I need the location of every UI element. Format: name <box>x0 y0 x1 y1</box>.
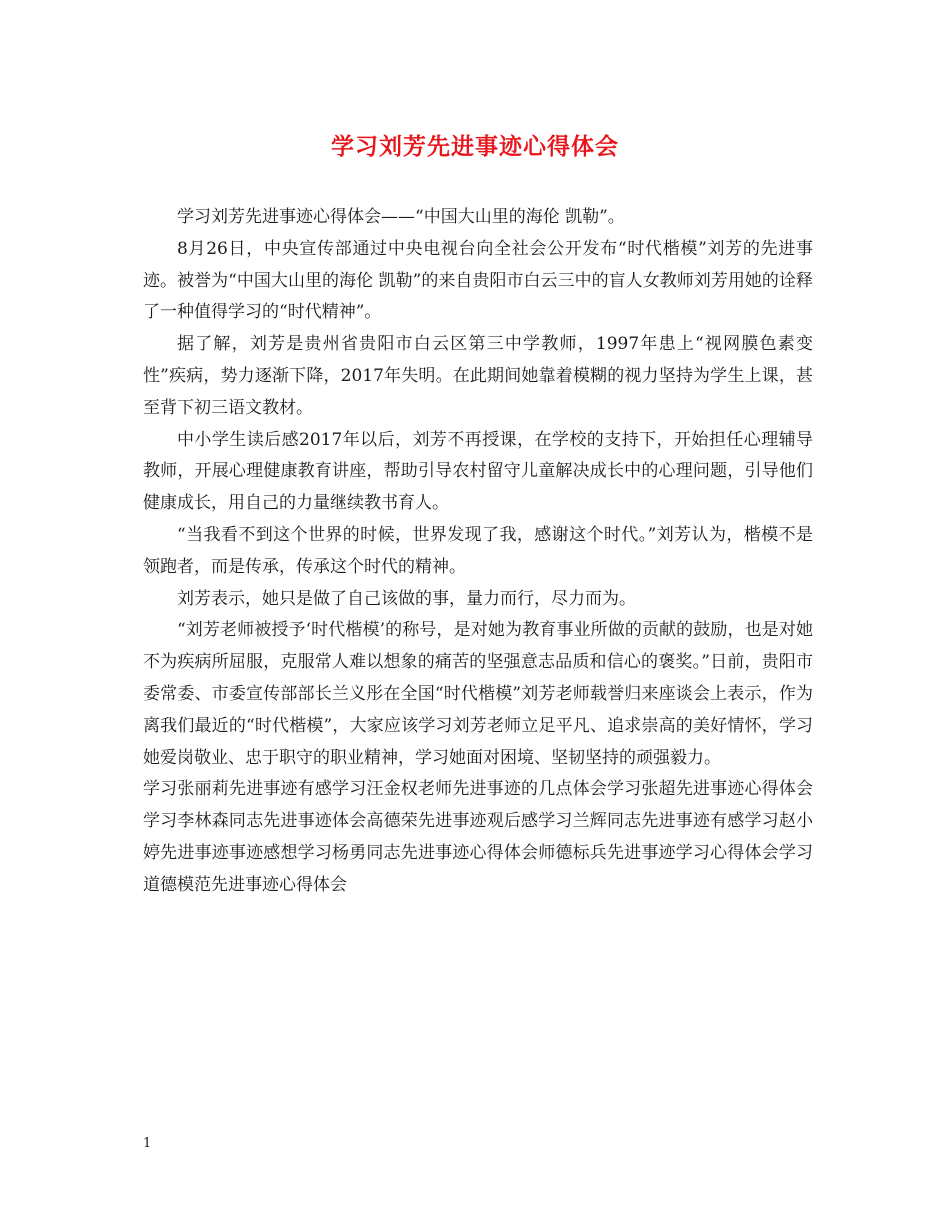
paragraph-quote: “当我看不到这个世界的时候，世界发现了我，感谢这个时代。”刘芳认为，楷模不是领跑者，而是传承，传承这个时代的精神。 <box>143 524 813 577</box>
paragraph-announcement: 8月26日，中央宣传部通过中央电视台向全社会公开发布“时代楷模”刘芳的先进事迹。被誉为“中国大山里的海伦 凯勒”的来自贵阳市白云三中的盲人女教师刘芳用她的诠释了一种值得学习的“时代精神”。 <box>143 238 813 323</box>
paragraph-honor: “刘芳老师被授予‘时代楷模’的称号，是对她为教育事业所做的贡献的鼓励，也是对她不为疾病所屈服，克服常人难以想象的痛苦的坚强意志品质和信心的褒奖。”日前，贵阳市委常委、市委宣传部部长兰义彤在全国“时代楷模”刘芳老师载誉归来座谈会上表示，作为离我们最近的“时代楷模”，大家应该学习刘芳老师立足平凡、追求崇高的美好情怀，学习她爱岗敬业、忠于职守的职业精神，学习她面对困境、坚韧坚持的顽强毅力。 <box>143 620 813 768</box>
document-body <box>143 202 813 902</box>
paragraph-intro: 学习刘芳先进事迹心得体会——“中国大山里的海伦 凯勒”。 <box>177 207 625 227</box>
related-articles: 学习张丽莉先进事迹有感学习汪金权老师先进事迹的几点体会学习张超先进事迹心得体会学习李林森同志先进事迹体会高德荣先进事迹观后感学习兰辉同志先进事迹有感学习赵小婷先进事迹事迹感想学习杨勇同志先进事迹心得体会师德标兵先进事迹学习心得体会学习道德模范先进事迹心得体会 <box>143 779 813 895</box>
page-number: 1 <box>143 1136 152 1151</box>
document-title: 学习刘芳先进事迹心得体会 <box>331 133 619 160</box>
paragraph-statement: 刘芳表示，她只是做了自己该做的事，量力而行，尽力而为。 <box>177 588 636 609</box>
paragraph-background: 据了解，刘芳是贵州省贵阳市白云区第三中学教师，1997年患上“视网膜色素变性”疾病，势力逐渐下降，2017年失明。在此期间她靠着模糊的视力坚持为学生上课，甚至背下初三语文教材。 <box>143 334 813 418</box>
paragraph-counseling: 中小学生读后感2017年以后，刘芳不再授课，在学校的支持下，开始担任心理辅导教师，开展心理健康教育讲座，帮助引导农村留守儿童解决成长中的心理问题，引导他们健康成长，用自己的力量继续教书育人。 <box>143 429 813 514</box>
